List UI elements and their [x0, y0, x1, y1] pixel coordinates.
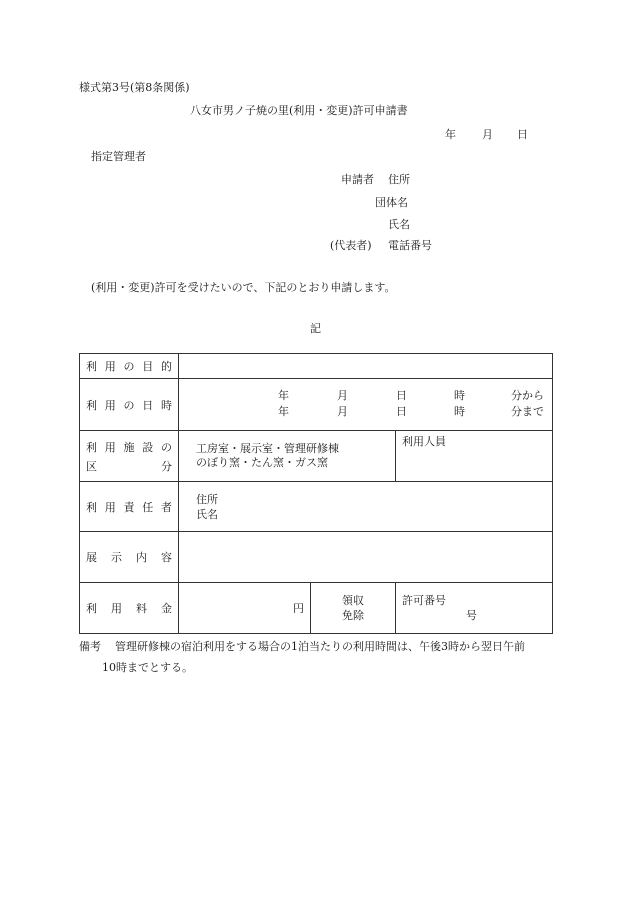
start-from: 分から [511, 389, 544, 402]
exhibit-label-cell: 展 示 内 容 [80, 532, 179, 583]
ki-heading: 記 [310, 322, 321, 335]
datetime-row [80, 379, 553, 431]
purpose-value[interactable] [179, 354, 553, 379]
purpose-label-cell: 利 用 の 目 的 [80, 354, 179, 379]
date-month: 月 [482, 128, 493, 141]
start-month: 月 [337, 389, 348, 402]
applicant-representative-label: (代表者) [330, 239, 372, 252]
responsible-label-cell: 利 用 責 任 者 [80, 482, 179, 532]
facility-row [80, 431, 553, 482]
remarks-label: 備考 [79, 640, 101, 653]
exhibit-value[interactable] [179, 532, 553, 583]
purpose-row [80, 354, 553, 379]
users-cell[interactable] [396, 431, 553, 482]
facility-line-1: 工房室・展示室・管理研修棟 [196, 442, 339, 455]
request-statement: (利用・変更)許可を受けたいので、下記のとおり申請します。 [91, 281, 396, 294]
end-year: 年 [278, 405, 289, 418]
end-hour: 時 [454, 405, 465, 418]
application-table [79, 353, 553, 634]
fee-amount[interactable] [179, 583, 311, 634]
date-day: 日 [517, 128, 528, 141]
permit-number-suffix: 号 [466, 609, 477, 622]
responsible-name-label: 氏名 [196, 507, 218, 521]
permit-number-label: 許可番号 [402, 594, 446, 607]
responsible-row [80, 482, 553, 532]
applicant-name-label: 氏名 [388, 218, 410, 231]
start-hour: 時 [454, 389, 465, 402]
remarks-line-1: 管理研修棟の宿泊利用をする場合の1泊当たりの利用時間は、午後3時から翌日午前 [115, 640, 525, 653]
responsible-value[interactable] [179, 482, 553, 532]
responsible-address-label: 住所 [196, 492, 218, 506]
document-title: 八女市男ノ子焼の里(利用・変更)許可申請書 [190, 104, 408, 117]
applicant-label: 申請者 [341, 173, 374, 186]
exemption-label: 免除 [342, 609, 364, 622]
applicant-organization-label: 団体名 [375, 196, 408, 209]
fee-label-cell: 利 用 料 金 [80, 583, 179, 634]
end-to: 分まで [511, 405, 544, 418]
applicant-address-label: 住所 [388, 173, 410, 186]
end-month: 月 [337, 405, 348, 418]
users-label: 利用人員 [402, 435, 446, 448]
receipt-exemption[interactable] [311, 583, 396, 634]
receipt-label: 領収 [342, 594, 364, 607]
facility-label-cell: 利 用 施 設 の 区 分 [80, 431, 179, 482]
remarks-line-2: 10時までとする。 [102, 661, 193, 674]
permit-number-cell[interactable] [396, 583, 553, 634]
facility-options[interactable] [179, 431, 396, 482]
fee-row [80, 583, 553, 634]
start-day: 日 [396, 389, 407, 402]
recipient: 指定管理者 [91, 150, 146, 163]
exhibit-row [80, 532, 553, 583]
form-number: 様式第3号(第8条関係) [79, 81, 190, 94]
yen-unit: 円 [293, 602, 304, 615]
datetime-label-cell: 利 用 の 日 時 [80, 379, 179, 431]
start-year: 年 [278, 389, 289, 402]
facility-line-2: のぼり窯・たん窯・ガス窯 [196, 456, 328, 469]
date-year: 年 [445, 128, 456, 141]
end-day: 日 [396, 405, 407, 418]
datetime-value[interactable] [179, 379, 553, 431]
applicant-phone-label: 電話番号 [388, 239, 432, 252]
